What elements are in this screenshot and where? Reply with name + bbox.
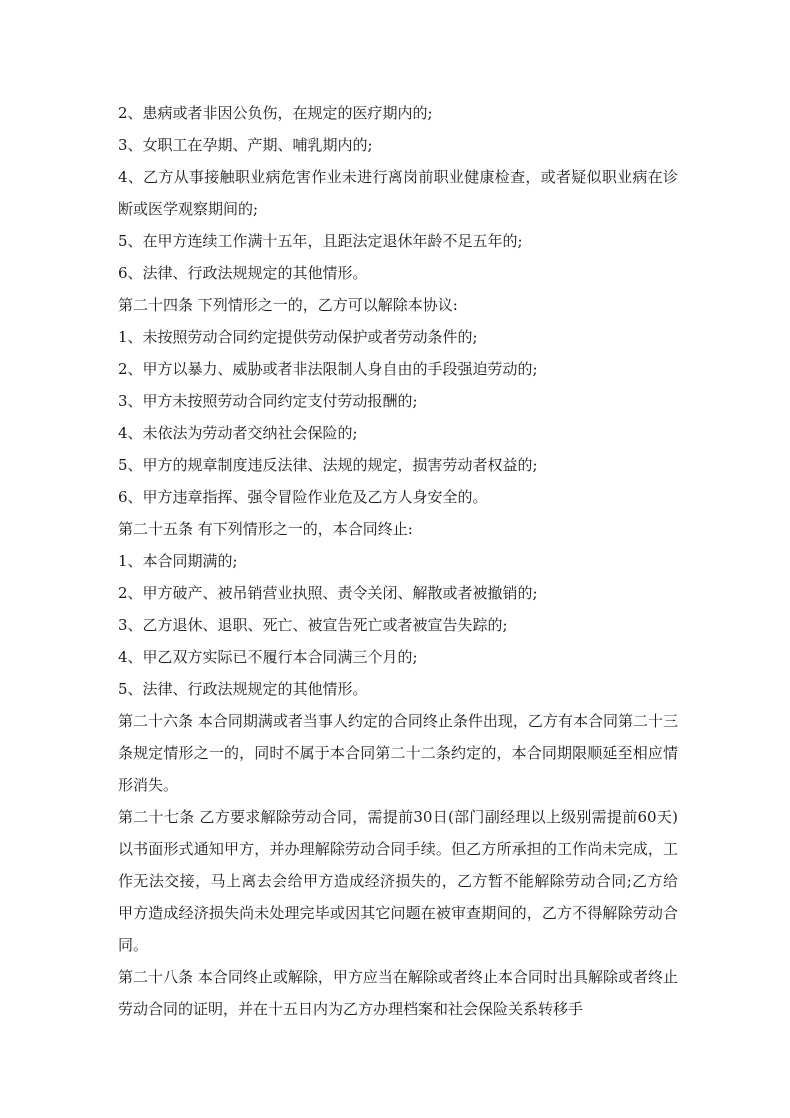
clause-23-item-3: 3、女职工在孕期、产期、哺乳期内的;: [118, 136, 373, 154]
document-page: [118, 97, 678, 1025]
clause-24-item-1: 1、未按照劳动合同约定提供劳动保护或者劳动条件的;: [118, 328, 478, 346]
clause-25-item-4: 4、甲乙双方实际已不履行本合同满三个月的;: [118, 648, 418, 666]
clause-25-item-2: 2、甲方破产、被吊销营业执照、责令关闭、解散或者被撤销的;: [118, 584, 538, 602]
clause-28: 第二十八条 本合同终止或解除，甲方应当在解除或者终止本合同时出具解除或者终止劳动合同的证明，并在十五日内为乙方办理档案和社会保险关系转移手: [118, 968, 678, 1018]
clause-25-item-5: 5、法律、行政法规规定的其他情形。: [118, 680, 368, 698]
clause-23-item-4: 4、乙方从事接触职业病危害作业未进行离岗前职业健康检查，或者疑似职业病在诊断或医学观察期间的;: [118, 168, 678, 218]
clause-24-item-3: 3、甲方未按照劳动合同约定支付劳动报酬的;: [118, 392, 418, 410]
clause-23-item-2: 2、患病或者非因公负伤，在规定的医疗期内的;: [118, 104, 433, 122]
clause-24-item-5: 5、甲方的规章制度违反法律、法规的规定，损害劳动者权益的;: [118, 456, 538, 474]
clause-26: 第二十六条 本合同期满或者当事人约定的合同终止条件出现，乙方有本合同第二十三条规定情形之一的，同时不属于本合同第二十二条约定的，本合同期限顺延至相应情形消失。: [118, 712, 678, 794]
clause-23-item-5: 5、在甲方连续工作满十五年，且距法定退休年龄不足五年的;: [118, 232, 523, 250]
clause-24-heading: 第二十四条 下列情形之一的，乙方可以解除本协议:: [118, 296, 458, 314]
clause-25-item-1: 1、本合同期满的;: [118, 552, 238, 570]
clause-24-item-6: 6、甲方违章指挥、强令冒险作业危及乙方人身安全的。: [118, 488, 488, 506]
clause-25-heading: 第二十五条 有下列情形之一的，本合同终止:: [118, 520, 413, 538]
clause-24-item-4: 4、未依法为劳动者交纳社会保险的;: [118, 424, 358, 442]
clause-24-item-2: 2、甲方以暴力、威胁或者非法限制人身自由的手段强迫劳动的;: [118, 360, 538, 378]
clause-27: 第二十七条 乙方要求解除劳动合同，需提前30日(部门副经理以上级别需提前60天)以书面形式通知甲方，并办理解除劳动合同手续。但乙方所承担的工作尚未完成，工作无法交接，马上离去会给甲方造成经济损失的，乙方暂不能解除劳动合同;乙方给甲方造成经济损失尚未处理完毕或因其它问题在被审查期间的，乙方不得解除劳动合同。: [118, 808, 678, 954]
clause-23-item-6: 6、法律、行政法规规定的其他情形。: [118, 264, 368, 282]
clause-25-item-3: 3、乙方退休、退职、死亡、被宣告死亡或者被宣告失踪的;: [118, 616, 508, 634]
